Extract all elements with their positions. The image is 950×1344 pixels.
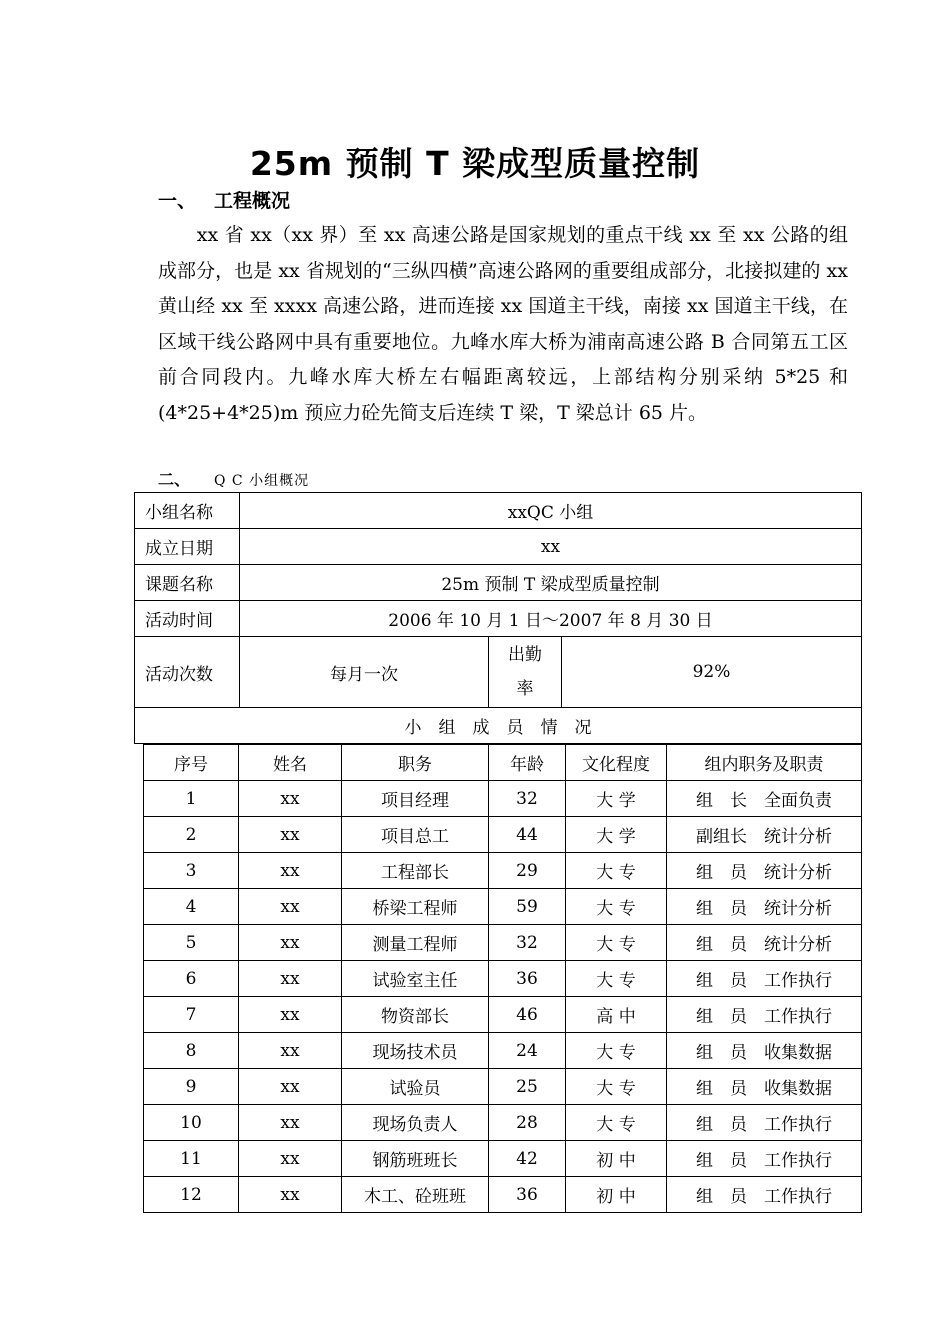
table-row <box>144 1105 862 1141</box>
group-name-value: xxQC 小组 <box>240 493 862 529</box>
document-title: 25m 预制 T 梁成型质量控制 <box>249 144 701 183</box>
member-role: 组 员 收集数据 <box>667 1069 862 1105</box>
member-education: 大 专 <box>566 853 667 889</box>
member-name: xx <box>239 1177 342 1213</box>
member-position: 现场技术员 <box>342 1033 489 1069</box>
member-index: 9 <box>144 1069 239 1105</box>
section-2-number: 二、 <box>158 470 191 489</box>
member-role: 组 员 工作执行 <box>667 1105 862 1141</box>
member-age: 59 <box>489 889 566 925</box>
member-role: 组 员 统计分析 <box>667 853 862 889</box>
member-index: 11 <box>144 1141 239 1177</box>
table-row <box>144 1033 862 1069</box>
member-role: 组 员 收集数据 <box>667 1033 862 1069</box>
member-name: xx <box>239 1105 342 1141</box>
project-overview-paragraph <box>158 218 848 431</box>
member-role: 组 员 工作执行 <box>667 997 862 1033</box>
members-heading-row <box>135 708 862 744</box>
member-position: 物资部长 <box>342 997 489 1033</box>
member-age: 32 <box>489 781 566 817</box>
members-table-body <box>144 781 862 1213</box>
attendance-label <box>489 637 562 708</box>
member-position: 试验员 <box>342 1069 489 1105</box>
member-name: xx <box>239 1069 342 1105</box>
member-index: 12 <box>144 1177 239 1213</box>
member-index: 2 <box>144 817 239 853</box>
member-age: 24 <box>489 1033 566 1069</box>
table-row <box>144 781 862 817</box>
member-education: 大 学 <box>566 781 667 817</box>
table-row <box>144 925 862 961</box>
section-2-title: Q C 小组概况 <box>214 473 310 489</box>
member-education: 高 中 <box>566 997 667 1033</box>
members-header-row <box>144 745 862 781</box>
founded-date-row <box>135 529 862 565</box>
project-overview-text: xx 省 xx（xx 界）至 xx 高速公路是国家规划的重点干线 xx 至 xx 公路的组成部分，也是 xx 省规划的“三纵四横”高速公路网的重要组成部分，北接拟建的 xx 黄山经 xx 至 xxxx 高速公路，进而连接 xx 国道主干线，南接 xx 国道主干线，在区域干线公路网中具有重要地位。九峰水库大桥为浦南高速公路 B 合同第五工区前合同段内。九峰水库大桥左右幅距离较远，上部结构分别采纳 5*25 和(4*25+4*25)m 预应力砼先简支后连续 T 梁，T 梁总计 65 片。 <box>158 224 848 424</box>
member-name: xx <box>239 817 342 853</box>
member-name: xx <box>239 961 342 997</box>
attendance-label-line-1: 出勤 <box>508 645 542 665</box>
member-age: 32 <box>489 925 566 961</box>
member-name: xx <box>239 925 342 961</box>
group-name-label: 小组名称 <box>135 493 240 529</box>
member-index: 7 <box>144 997 239 1033</box>
group-name-row <box>135 493 862 529</box>
topic-row <box>135 565 862 601</box>
member-name: xx <box>239 997 342 1033</box>
member-name: xx <box>239 781 342 817</box>
section-1-number: 一、 <box>158 190 197 212</box>
member-education: 初 中 <box>566 1177 667 1213</box>
activity-frequency-row <box>135 637 862 708</box>
member-position: 项目总工 <box>342 817 489 853</box>
header-education: 文化程度 <box>566 745 667 781</box>
member-age: 28 <box>489 1105 566 1141</box>
activity-frequency-value: 每月一次 <box>240 637 489 708</box>
activity-frequency-label: 活动次数 <box>135 637 240 708</box>
member-index: 3 <box>144 853 239 889</box>
header-role: 组内职务及职责 <box>667 745 862 781</box>
group-info-table <box>134 492 862 744</box>
member-name: xx <box>239 889 342 925</box>
activity-period-row <box>135 601 862 637</box>
member-age: 44 <box>489 817 566 853</box>
member-position: 现场负责人 <box>342 1105 489 1141</box>
member-age: 46 <box>489 997 566 1033</box>
member-role: 组 员 工作执行 <box>667 1141 862 1177</box>
member-age: 29 <box>489 853 566 889</box>
member-position: 工程部长 <box>342 853 489 889</box>
member-index: 1 <box>144 781 239 817</box>
member-education: 大 专 <box>566 961 667 997</box>
member-position: 木工、砼班班 <box>342 1177 489 1213</box>
table-row <box>144 853 862 889</box>
member-age: 36 <box>489 1177 566 1213</box>
header-position: 职务 <box>342 745 489 781</box>
founded-date-label: 成立日期 <box>135 529 240 565</box>
member-education: 初 中 <box>566 1141 667 1177</box>
member-education: 大 专 <box>566 925 667 961</box>
section-2-heading <box>158 467 309 490</box>
member-index: 10 <box>144 1105 239 1141</box>
header-name: 姓名 <box>239 745 342 781</box>
member-role: 组 长 全面负责 <box>667 781 862 817</box>
member-name: xx <box>239 853 342 889</box>
topic-label: 课题名称 <box>135 565 240 601</box>
member-role: 组 员 统计分析 <box>667 925 862 961</box>
member-role: 组 员 工作执行 <box>667 961 862 997</box>
attendance-value: 92% <box>562 637 862 708</box>
section-1-title: 工程概况 <box>214 190 291 212</box>
members-table <box>143 744 862 1213</box>
table-row <box>144 1069 862 1105</box>
member-education: 大 学 <box>566 817 667 853</box>
topic-value: 25m 预制 T 梁成型质量控制 <box>240 565 862 601</box>
member-age: 42 <box>489 1141 566 1177</box>
member-age: 36 <box>489 961 566 997</box>
member-role: 组 员 工作执行 <box>667 1177 862 1213</box>
member-position: 项目经理 <box>342 781 489 817</box>
member-position: 测量工程师 <box>342 925 489 961</box>
member-education: 大 专 <box>566 1105 667 1141</box>
table-row <box>144 1141 862 1177</box>
member-education: 大 专 <box>566 889 667 925</box>
table-row <box>144 1177 862 1213</box>
member-index: 4 <box>144 889 239 925</box>
header-age: 年龄 <box>489 745 566 781</box>
member-role: 副组长 统计分析 <box>667 817 862 853</box>
founded-date-value: xx <box>240 529 862 565</box>
member-index: 8 <box>144 1033 239 1069</box>
member-position: 钢筋班班长 <box>342 1141 489 1177</box>
member-education: 大 专 <box>566 1033 667 1069</box>
member-name: xx <box>239 1141 342 1177</box>
table-row <box>144 889 862 925</box>
table-row <box>144 997 862 1033</box>
attendance-label-line-2: 率 <box>516 679 534 699</box>
member-position: 试验室主任 <box>342 961 489 997</box>
member-age: 25 <box>489 1069 566 1105</box>
activity-period-label: 活动时间 <box>135 601 240 637</box>
members-heading: 小 组 成 员 情 况 <box>135 708 862 744</box>
member-index: 6 <box>144 961 239 997</box>
member-role: 组 员 统计分析 <box>667 889 862 925</box>
member-position: 桥梁工程师 <box>342 889 489 925</box>
member-index: 5 <box>144 925 239 961</box>
member-name: xx <box>239 1033 342 1069</box>
activity-period-value: 2006 年 10 月 1 日～2007 年 8 月 30 日 <box>240 601 862 637</box>
table-row <box>144 817 862 853</box>
table-row <box>144 961 862 997</box>
header-index: 序号 <box>144 745 239 781</box>
section-1-heading <box>158 186 290 213</box>
member-education: 大 专 <box>566 1069 667 1105</box>
